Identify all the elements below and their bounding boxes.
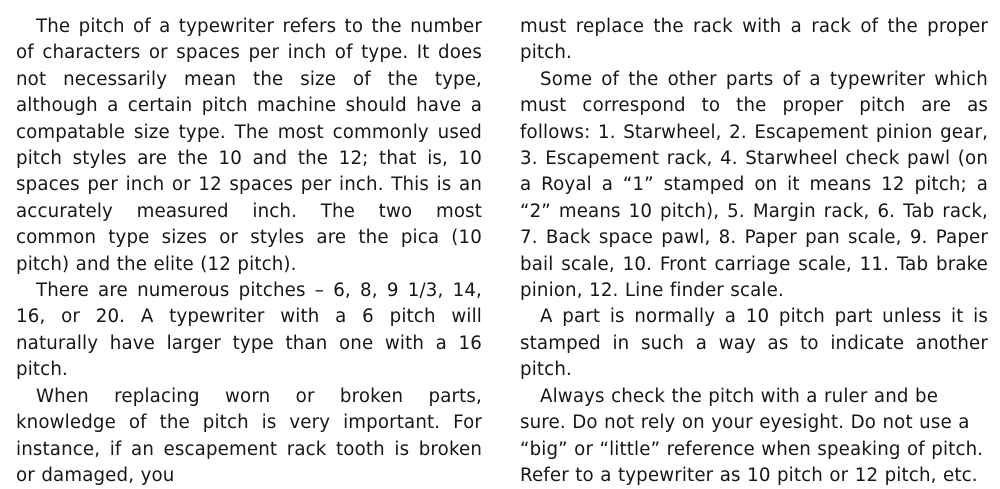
paragraph-replacing-parts: When replacing worn or broken parts, knowledge of the pitch is very important. For instance, if an escapement rack tooth is broken or damaged, you (16, 385, 482, 486)
paragraph-normal-pitch-part: A part is normally a 10 pitch part unless it is stamped in such a way as to indicate another pitch. (520, 306, 988, 381)
paragraph-numerous-pitches: There are numerous pitches – 6, 8, 9 1/3, 14, 16, or 20. A typewriter with a 6 pitch will naturally have larger type than one with a 16 pitch. (16, 280, 482, 381)
right-column (520, 14, 988, 489)
paragraph-replace-rack-continued: must replace the rack with a rack of the proper pitch. (520, 16, 988, 64)
left-column (16, 14, 482, 489)
paragraph-check-pitch: Always check the pitch with a ruler and be sure. Do not rely on your eyesight. Do not use a “big” or “little” reference when speaking of pitch. Refer to a typewriter as 10 pitch or 12 pitch, etc. (520, 385, 984, 486)
paragraph-parts-list: Some of the other parts of a typewriter which must correspond to the proper pitch are as follows: 1. Starwheel, 2. Escapement pinion gear, 3. Escapement rack, 4. Starwheel check pawl (on a Royal a “1” stamped on it means 12 pitch; a “2” means 10 pitch), 5. Margin rack, 6. Tab rack, 7. Back space pawl, 8. Paper pan scale, 9. Paper bail scale, 10. Front carriage scale, 11. Tab brake pinion, 12. Line finder scale. (520, 68, 988, 302)
paragraph-pitch-definition: The pitch of a typewriter refers to the number of characters or spaces per inch of type. It does not necessarily mean the size of the type, although a certain pitch machine should have a compatable size type. The most commonly used pitch styles are the 10 and the 12; that is, 10 spaces per inch or 12 spaces per inch. This is an accurately measured inch. The two most common type sizes or styles are the pica (10 pitch) and the elite (12 pitch). (16, 16, 482, 275)
